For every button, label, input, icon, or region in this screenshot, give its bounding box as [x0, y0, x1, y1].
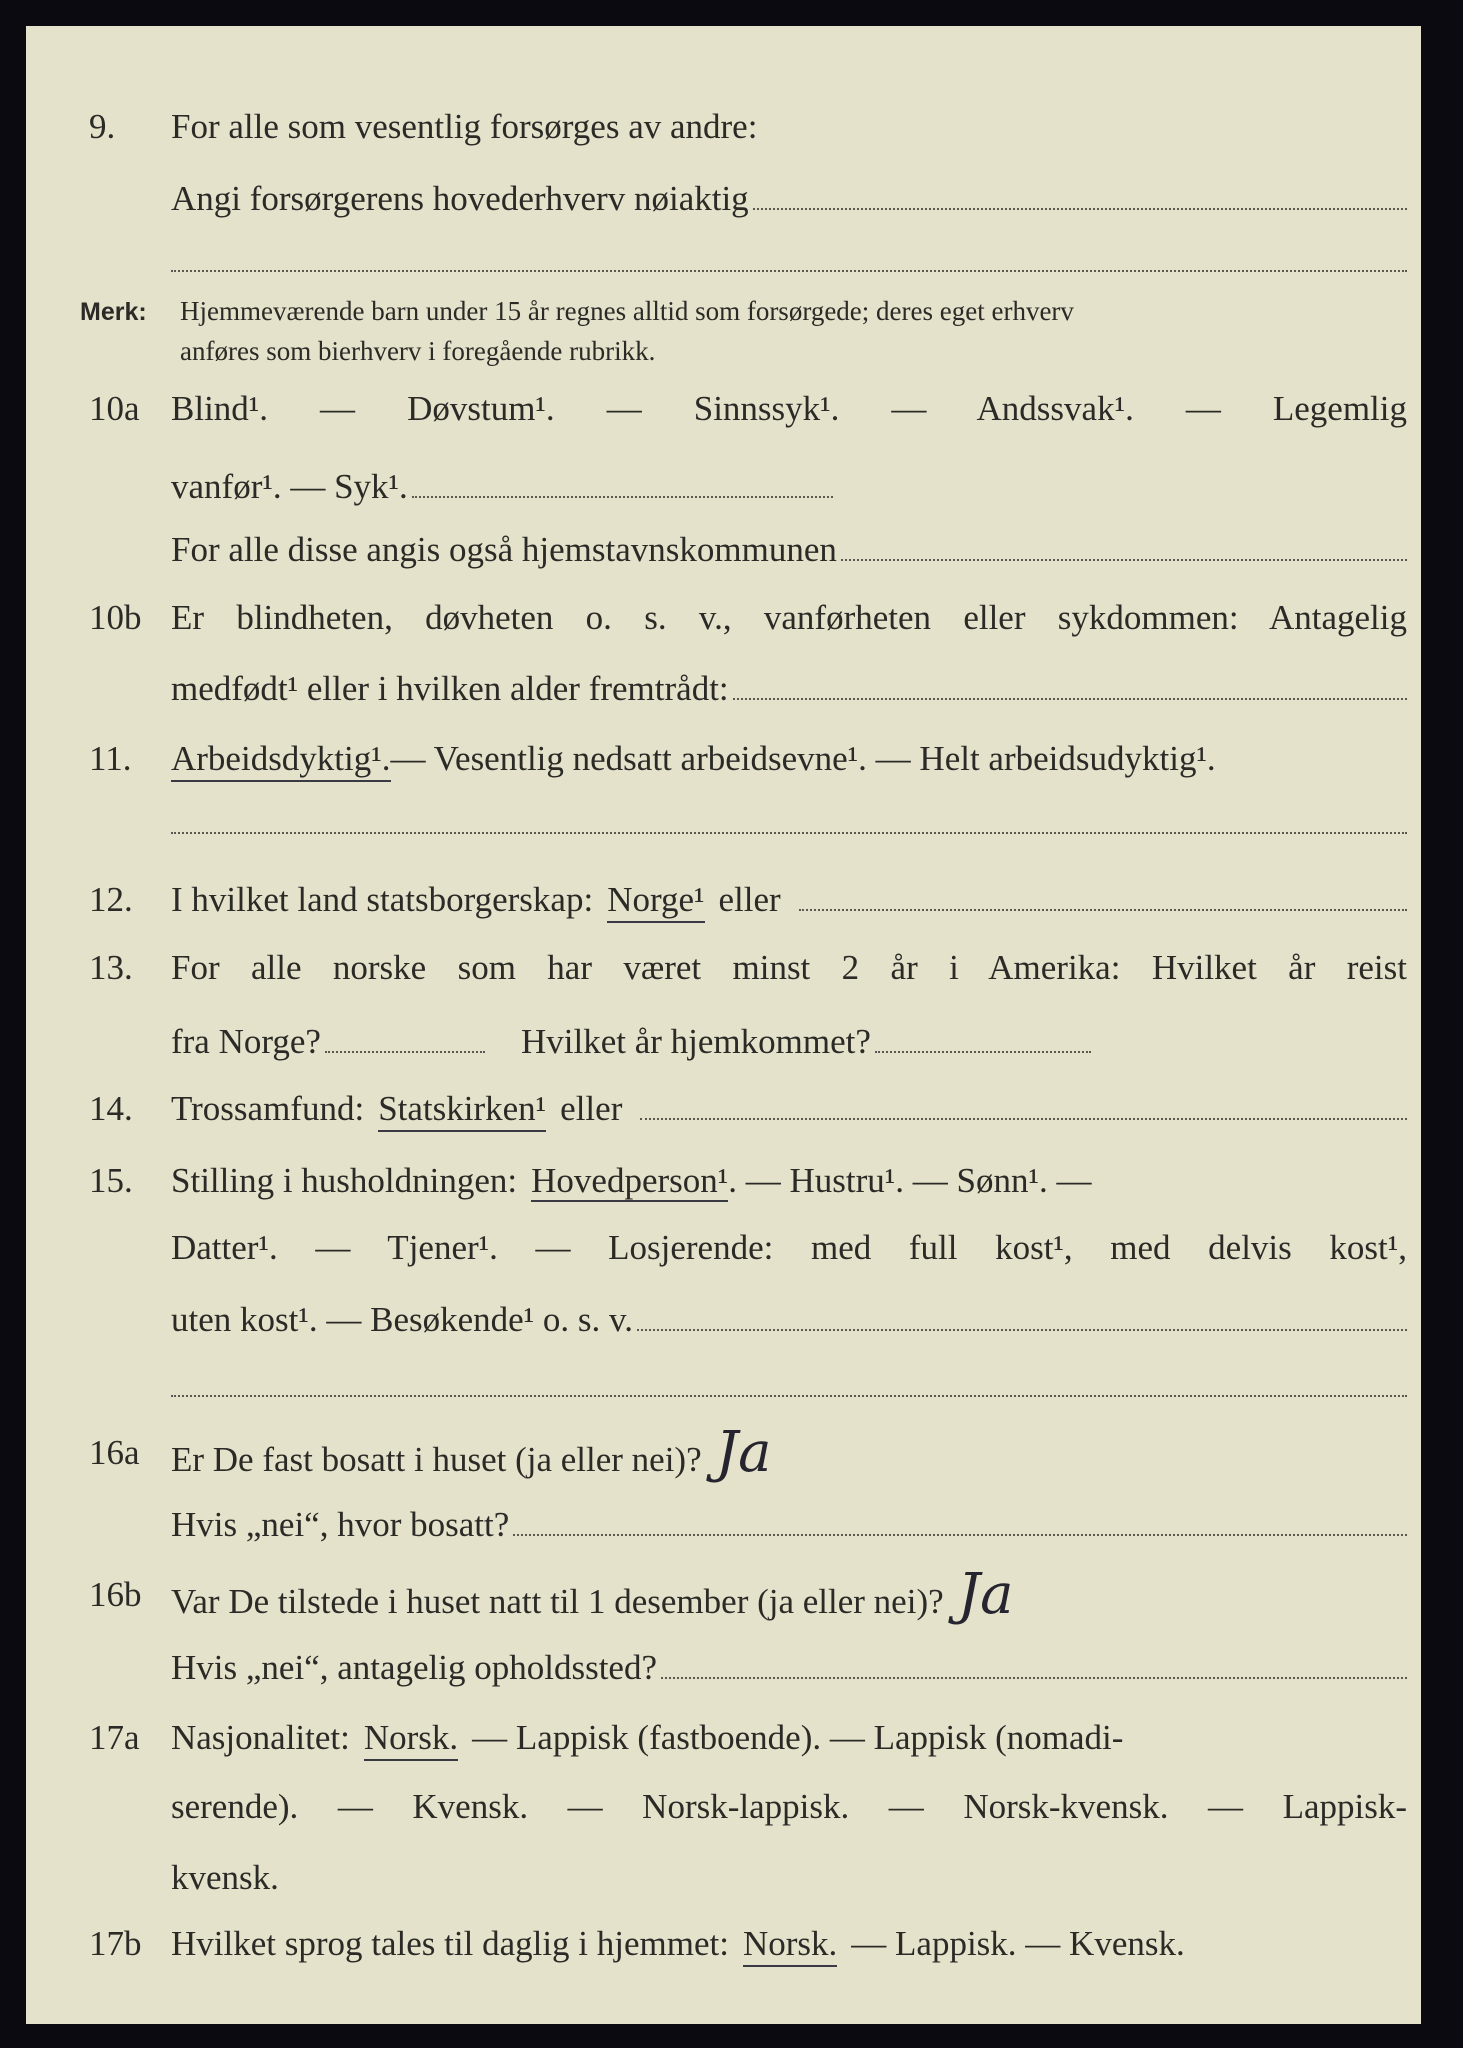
question-text: Datter¹. — Tjener¹. — Losjerende: med full kost¹, med delvis kost¹,	[171, 1228, 1407, 1267]
answer-field[interactable]	[171, 1395, 1407, 1397]
answer-field[interactable]	[753, 182, 1407, 210]
question-text: Blind¹. — Døvstum¹. — Sinnssyk¹. — Andssvak¹. — Legemlig	[171, 389, 1407, 428]
question-text: Nasjonalitet:	[171, 1718, 350, 1757]
answer-field[interactable]	[412, 470, 833, 498]
question-number: 11.	[89, 739, 132, 778]
question-number: 14.	[89, 1089, 133, 1128]
question-number: 12.	[89, 880, 133, 919]
question-text: eller	[718, 880, 781, 919]
question-number: 16b	[89, 1575, 142, 1614]
marked-answer: Hovedperson¹	[531, 1161, 729, 1200]
answer-field[interactable]	[325, 1025, 485, 1053]
answer-field[interactable]	[875, 1025, 1091, 1053]
marked-answer: Statskirken¹	[378, 1088, 546, 1132]
answer-field[interactable]	[799, 883, 1407, 911]
question-text: — Vesentlig nedsatt arbeidsevne¹. — Helt arbeidsudyktig¹.	[390, 739, 1216, 778]
question-number: 17a	[89, 1718, 140, 1757]
question-text: Stilling i husholdningen:	[171, 1161, 518, 1200]
question-text: kvensk.	[171, 1858, 279, 1897]
note-text: Hjemmeværende barn under 15 år regnes alltid som forsørgede; deres eget erhverv	[180, 296, 1074, 326]
question-number: 10b	[89, 598, 142, 637]
answer-field[interactable]	[171, 270, 1407, 272]
answer-field[interactable]	[661, 1651, 1407, 1679]
question-text: For alle som vesentlig forsørges av andre:	[171, 107, 758, 146]
question-number: 9.	[89, 107, 116, 146]
question-text: . — Hustru¹. — Sønn¹. —	[728, 1161, 1092, 1200]
handwritten-answer: Ja	[957, 1562, 1014, 1627]
census-form-page	[26, 26, 1421, 2024]
answer-field[interactable]	[637, 1303, 1407, 1331]
question-text: vanfør¹. — Syk¹.	[171, 467, 408, 506]
question-text: medfødt¹ eller i hvilken alder fremtrådt:	[171, 669, 729, 708]
marked-answer: Norsk.	[364, 1717, 458, 1761]
note-label-wrap	[80, 294, 147, 329]
question-text: Hvilket sprog tales til daglig i hjemmet:	[171, 1924, 729, 1963]
answer-field[interactable]	[513, 1508, 1407, 1536]
question-text: Var De tilstede i huset natt til 1 desember (ja eller nei)?	[171, 1582, 944, 1621]
question-text: For alle disse angis også hjemstavnskommunen	[171, 530, 837, 569]
marked-answer: Norge¹	[607, 879, 704, 923]
question-text: uten kost¹. — Besøkende¹ o. s. v.	[171, 1300, 634, 1339]
question-number: 17b	[89, 1924, 142, 1963]
answer-field[interactable]	[841, 533, 1407, 561]
note-label: Merk:	[80, 298, 147, 326]
question-text: For alle norske som har været minst 2 år i Amerika: Hvilket år reist	[171, 948, 1407, 987]
answer-field[interactable]	[640, 1092, 1407, 1120]
answer-field[interactable]	[733, 672, 1407, 700]
marked-answer: Norsk.	[743, 1923, 837, 1967]
question-text: Er blindheten, døvheten o. s. v., vanførheten eller sykdommen: Antagelig	[171, 598, 1407, 637]
question-number: 10a	[89, 389, 140, 428]
question-text: — Lappisk. — Kvensk.	[851, 1924, 1185, 1963]
question-number: 16a	[89, 1433, 140, 1472]
question-text: Hvis „nei“, antagelig opholdssted?	[171, 1648, 657, 1687]
question-text: serende). — Kvensk. — Norsk-lappisk. — Norsk-kvensk. — Lappisk-	[171, 1787, 1407, 1826]
handwritten-answer: Ja	[715, 1420, 772, 1485]
question-text: fra Norge?	[171, 1022, 321, 1061]
question-text: I hvilket land statsborgerskap:	[171, 880, 594, 919]
torn-edge	[1426, 706, 1463, 966]
question-text: — Lappisk (fastboende). — Lappisk (nomadi-	[472, 1718, 1124, 1757]
question-text: eller	[560, 1089, 623, 1128]
question-text: Angi forsørgerens hovederhverv nøiaktig	[171, 179, 749, 218]
answer-field[interactable]	[171, 832, 1407, 834]
question-text: Er De fast bosatt i huset (ja eller nei)?	[171, 1440, 702, 1479]
question-text: Hvilket år hjemkommet?	[520, 1022, 871, 1061]
question-text: Hvis „nei“, hvor bosatt?	[171, 1505, 510, 1544]
question-number: 15.	[89, 1161, 133, 1200]
question-number: 13.	[89, 948, 133, 987]
marked-answer: Arbeidsdyktig¹.	[171, 738, 391, 782]
note-text: anføres som bierhverv i foregående rubrikk.	[180, 336, 656, 366]
question-text: Trossamfund:	[171, 1089, 365, 1128]
